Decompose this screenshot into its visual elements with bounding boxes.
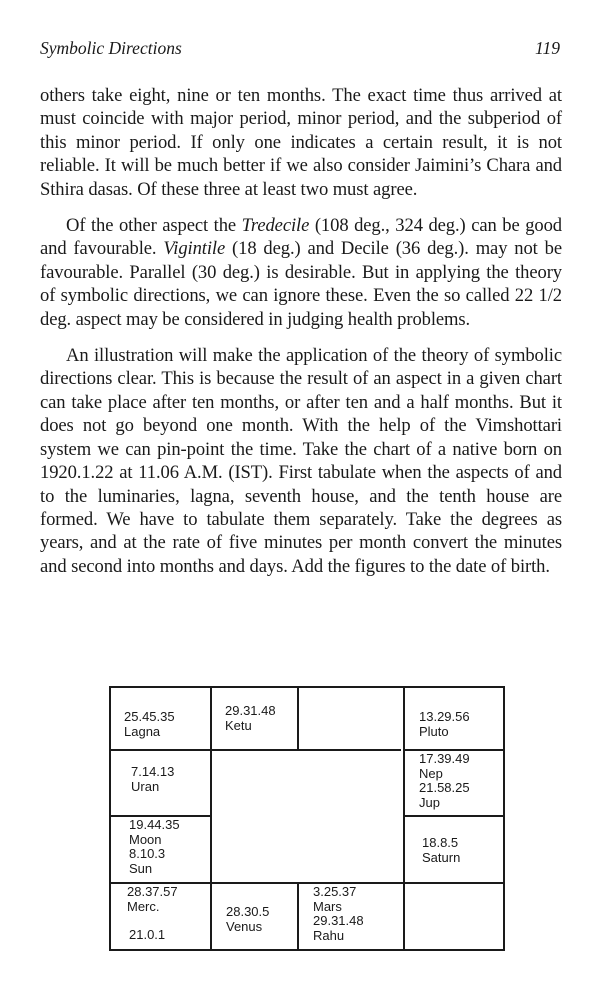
degree-value: 29.31.48 <box>313 913 364 928</box>
term-vigintile: Vigintile <box>163 238 226 260</box>
grid-line <box>404 815 503 817</box>
degree-value: 28.37.57 <box>127 884 178 899</box>
page-number: 119 <box>535 38 560 58</box>
horoscope-chart <box>109 686 505 951</box>
running-head <box>40 38 560 59</box>
degree-value: 8.10.3 <box>129 846 166 861</box>
planet-label: Pluto <box>419 723 449 739</box>
house-cell-r1c4 <box>405 710 503 739</box>
degree-value: 21.0.1 <box>129 927 166 942</box>
paragraph-2 <box>40 214 562 331</box>
house-cell-r1c1 <box>111 710 210 739</box>
body-text <box>40 84 562 578</box>
planet-label: Moon <box>129 831 162 847</box>
degree-value: 21.58.25 <box>419 780 470 795</box>
planet-label: Jup <box>419 794 440 810</box>
degree-value: 17.39.49 <box>419 751 470 766</box>
house-cell-r4c2 <box>212 905 297 934</box>
grid-line <box>211 749 401 751</box>
text-run: (18 deg.) and Decile (36 deg.). may not be favourable. Parallel (30 deg.) is desirable. But in applying the theory of symbolic directions, we can ignore these. Even the so called 22 1/2 deg. aspect may be considered in judging health problems. <box>40 238 562 330</box>
house-cell-r1c2 <box>212 704 297 733</box>
paragraph-1: others take eight, nine or ten months. The exact time thus arrived at must coincide with major period, minor period, and the subperiod of this minor period. If only one indicates a certain result, it is not reliable. It will be much better if we also consider Jaimini’s Chara and Sthira dasas. Of these three at least two must agree. <box>40 85 562 200</box>
term-tredecile: Tredecile <box>241 215 310 237</box>
planet-label: Nep <box>419 765 443 781</box>
planet-label: Ketu <box>225 717 252 733</box>
house-cell-r3c1 <box>111 818 210 876</box>
grid-line <box>297 688 299 750</box>
house-cell-r2c1 <box>111 765 210 794</box>
degree-value: 13.29.56 <box>419 709 470 724</box>
degree-value: 7.14.13 <box>131 764 175 779</box>
planet-label: Venus <box>226 918 263 934</box>
degree-value: 25.45.35 <box>124 709 175 724</box>
house-cell-r3c4 <box>405 836 503 865</box>
house-cell-r4c3 <box>299 885 403 943</box>
house-cell-r4c1 <box>111 885 210 943</box>
text-run: (108 deg., 324 deg.) can be good and favourable. <box>40 215 562 260</box>
house-cell-r2c4 <box>405 752 503 810</box>
planet-label: Uran <box>131 778 160 794</box>
text-run: Of the other aspect the <box>66 215 242 237</box>
degree-value: 18.8.5 <box>422 835 459 850</box>
grid-line <box>111 749 211 751</box>
paragraph-3: An illustration will make the application of the theory of symbolic directions clear. This is because the result of an aspect in a given chart can take place after ten months, or after ten and a half months. But it does not go beyond one month. With the help of the Vimshottari system we can pin-point the time. Take the chart of a native born on 1920.1.22 at 11.06 A.M. (IST). First tabulate when the aspects of and to the luminaries, lagna, seventh house, and the tenth house are formed. We have to tabulate them separately. Take the degrees as years, and at the rate of five minutes per month convert the minutes and second into months and days. Add the figures to the date of birth. <box>40 345 562 577</box>
degree-value: 28.30.5 <box>226 904 270 919</box>
planet-label: Sun <box>129 860 153 876</box>
planet-label: Merc. <box>127 898 160 914</box>
planet-label: Lagna <box>124 723 161 739</box>
degree-value: 29.31.48 <box>225 703 276 718</box>
degree-value: 19.44.35 <box>129 817 180 832</box>
planet-label: Rahu <box>313 927 345 943</box>
chapter-title: Symbolic Directions <box>40 38 182 58</box>
degree-value: 3.25.37 <box>313 884 357 899</box>
planet-label: Saturn <box>422 849 461 865</box>
planet-label: Mars <box>313 898 342 914</box>
